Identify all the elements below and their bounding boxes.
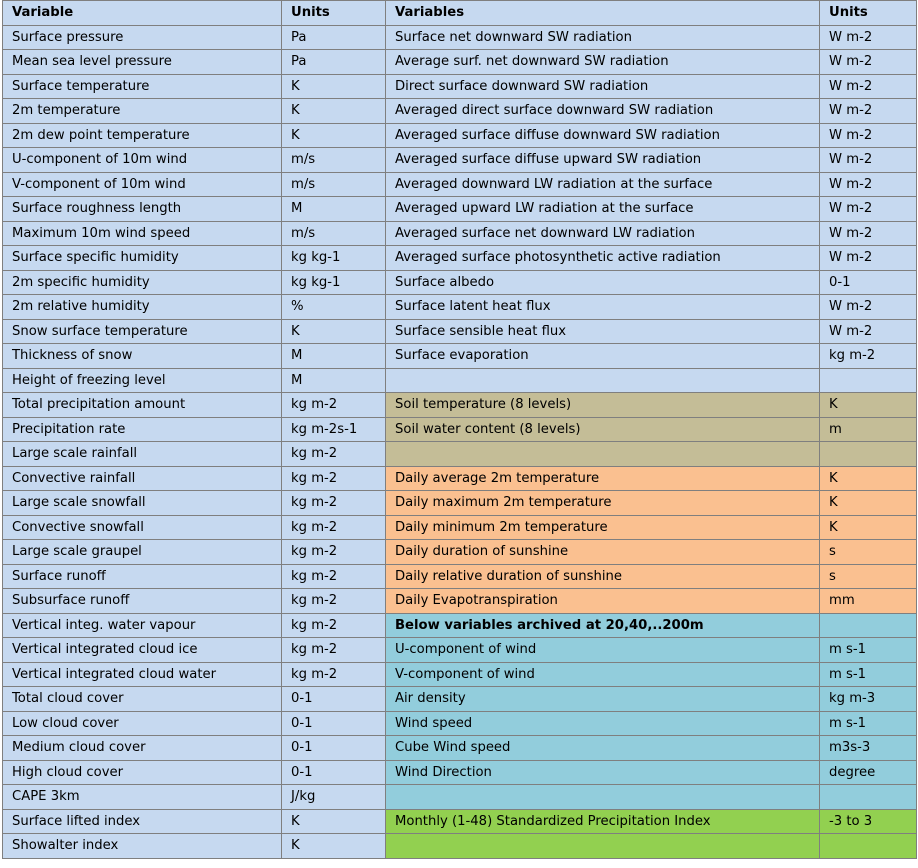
- variable-cell: Snow surface temperature: [3, 319, 282, 344]
- units-cell: K: [282, 319, 386, 344]
- units-cell: kg m-2: [282, 589, 386, 614]
- variable-cell: Surface roughness length: [3, 197, 282, 222]
- units-cell: Pa: [282, 25, 386, 50]
- units-right-cell: 0-1: [820, 270, 917, 295]
- table-row: [3, 687, 917, 712]
- units-right-cell: W m-2: [820, 99, 917, 124]
- header-units-right: Units: [820, 1, 917, 26]
- variable-cell: V-component of 10m wind: [3, 172, 282, 197]
- variables-cell: Averaged upward LW radiation at the surface: [386, 197, 820, 222]
- variable-cell: Surface runoff: [3, 564, 282, 589]
- variable-cell: Surface specific humidity: [3, 246, 282, 271]
- units-right-cell: W m-2: [820, 221, 917, 246]
- header-variables: Variables: [386, 1, 820, 26]
- variables-cell: [386, 834, 820, 859]
- units-cell: 0-1: [282, 760, 386, 785]
- units-right-cell: -3 to 3: [820, 809, 917, 834]
- units-right-cell: W m-2: [820, 148, 917, 173]
- units-right-cell: kg m-2: [820, 344, 917, 369]
- units-cell: kg m-2: [282, 466, 386, 491]
- variable-cell: Thickness of snow: [3, 344, 282, 369]
- variable-cell: Maximum 10m wind speed: [3, 221, 282, 246]
- variables-cell: Averaged downward LW radiation at the surface: [386, 172, 820, 197]
- units-right-cell: K: [820, 393, 917, 418]
- variable-cell: 2m dew point temperature: [3, 123, 282, 148]
- table-row: [3, 785, 917, 810]
- variables-cell: Averaged direct surface downward SW radiation: [386, 99, 820, 124]
- variables-cell: Surface net downward SW radiation: [386, 25, 820, 50]
- variable-cell: Surface temperature: [3, 74, 282, 99]
- table-row: [3, 564, 917, 589]
- variable-cell: Large scale rainfall: [3, 442, 282, 467]
- table-row: [3, 711, 917, 736]
- variable-cell: Surface pressure: [3, 25, 282, 50]
- units-right-cell: kg m-3: [820, 687, 917, 712]
- variables-cell: Daily relative duration of sunshine: [386, 564, 820, 589]
- units-cell: kg m-2: [282, 491, 386, 516]
- units-cell: Pa: [282, 50, 386, 75]
- units-cell: kg kg-1: [282, 270, 386, 295]
- units-right-cell: W m-2: [820, 172, 917, 197]
- units-cell: kg m-2: [282, 442, 386, 467]
- units-right-cell: K: [820, 466, 917, 491]
- variables-cell: Air density: [386, 687, 820, 712]
- variable-cell: Convective rainfall: [3, 466, 282, 491]
- table-row: [3, 417, 917, 442]
- table-row: [3, 344, 917, 369]
- units-right-cell: W m-2: [820, 197, 917, 222]
- table-row: [3, 368, 917, 393]
- variable-cell: Precipitation rate: [3, 417, 282, 442]
- table-row: [3, 491, 917, 516]
- variables-cell: Averaged surface diffuse upward SW radiation: [386, 148, 820, 173]
- units-right-cell: W m-2: [820, 319, 917, 344]
- variables-cell: U-component of wind: [386, 638, 820, 663]
- variables-cell: Averaged surface net downward LW radiation: [386, 221, 820, 246]
- table-row: [3, 74, 917, 99]
- units-cell: kg m-2: [282, 540, 386, 565]
- table-row: [3, 809, 917, 834]
- variable-cell: Medium cloud cover: [3, 736, 282, 761]
- units-right-cell: W m-2: [820, 74, 917, 99]
- units-cell: M: [282, 368, 386, 393]
- variable-cell: U-component of 10m wind: [3, 148, 282, 173]
- units-cell: m/s: [282, 172, 386, 197]
- header-row: [3, 1, 917, 26]
- units-cell: 0-1: [282, 687, 386, 712]
- units-cell: kg m-2s-1: [282, 417, 386, 442]
- variable-cell: CAPE 3km: [3, 785, 282, 810]
- variable-cell: Showalter index: [3, 834, 282, 859]
- variables-cell: Surface sensible heat flux: [386, 319, 820, 344]
- variables-cell: Below variables archived at 20,40,..200m: [386, 613, 820, 638]
- variable-cell: Vertical integrated cloud water: [3, 662, 282, 687]
- variables-table: [2, 0, 917, 859]
- variables-cell: Wind Direction: [386, 760, 820, 785]
- units-cell: K: [282, 809, 386, 834]
- variables-cell: Soil temperature (8 levels): [386, 393, 820, 418]
- variables-cell: Daily Evapotranspiration: [386, 589, 820, 614]
- variables-cell: Surface latent heat flux: [386, 295, 820, 320]
- units-cell: K: [282, 123, 386, 148]
- variables-cell: Averaged surface photosynthetic active radiation: [386, 246, 820, 271]
- units-right-cell: [820, 834, 917, 859]
- variables-cell: Monthly (1-48) Standardized Precipitation Index: [386, 809, 820, 834]
- units-right-cell: K: [820, 515, 917, 540]
- variables-cell: Average surf. net downward SW radiation: [386, 50, 820, 75]
- units-right-cell: [820, 442, 917, 467]
- units-cell: K: [282, 99, 386, 124]
- table-row: [3, 99, 917, 124]
- table-row: [3, 834, 917, 859]
- units-cell: 0-1: [282, 711, 386, 736]
- variable-cell: 2m relative humidity: [3, 295, 282, 320]
- units-cell: m/s: [282, 221, 386, 246]
- units-right-cell: [820, 368, 917, 393]
- units-right-cell: degree: [820, 760, 917, 785]
- variables-cell: Averaged surface diffuse downward SW radiation: [386, 123, 820, 148]
- variable-cell: Height of freezing level: [3, 368, 282, 393]
- table-row: [3, 148, 917, 173]
- variable-cell: Subsurface runoff: [3, 589, 282, 614]
- table-row: [3, 613, 917, 638]
- table-row: [3, 197, 917, 222]
- units-right-cell: [820, 785, 917, 810]
- units-cell: kg m-2: [282, 613, 386, 638]
- variables-cell: Daily average 2m temperature: [386, 466, 820, 491]
- variables-cell: [386, 368, 820, 393]
- units-right-cell: m s-1: [820, 662, 917, 687]
- units-cell: kg m-2: [282, 564, 386, 589]
- variable-cell: Convective snowfall: [3, 515, 282, 540]
- variables-cell: Direct surface downward SW radiation: [386, 74, 820, 99]
- variable-cell: Vertical integrated cloud ice: [3, 638, 282, 663]
- table-row: [3, 442, 917, 467]
- variable-cell: High cloud cover: [3, 760, 282, 785]
- variable-cell: Surface lifted index: [3, 809, 282, 834]
- units-cell: m/s: [282, 148, 386, 173]
- variables-cell: Daily maximum 2m temperature: [386, 491, 820, 516]
- variables-cell: Surface evaporation: [386, 344, 820, 369]
- table-row: [3, 760, 917, 785]
- table-row: [3, 638, 917, 663]
- variable-cell: 2m temperature: [3, 99, 282, 124]
- table-row: [3, 50, 917, 75]
- units-right-cell: m3s-3: [820, 736, 917, 761]
- units-right-cell: s: [820, 540, 917, 565]
- variable-cell: Vertical integ. water vapour: [3, 613, 282, 638]
- variable-cell: Mean sea level pressure: [3, 50, 282, 75]
- table-row: [3, 172, 917, 197]
- units-cell: kg m-2: [282, 393, 386, 418]
- units-cell: %: [282, 295, 386, 320]
- variable-cell: Large scale snowfall: [3, 491, 282, 516]
- header-units: Units: [282, 1, 386, 26]
- variables-cell: Daily duration of sunshine: [386, 540, 820, 565]
- variables-cell: Wind speed: [386, 711, 820, 736]
- units-right-cell: W m-2: [820, 50, 917, 75]
- units-right-cell: K: [820, 491, 917, 516]
- units-cell: M: [282, 344, 386, 369]
- table-row: [3, 589, 917, 614]
- table-row: [3, 123, 917, 148]
- units-cell: kg m-2: [282, 638, 386, 663]
- variable-cell: 2m specific humidity: [3, 270, 282, 295]
- variable-cell: Total cloud cover: [3, 687, 282, 712]
- table-row: [3, 466, 917, 491]
- table-row: [3, 736, 917, 761]
- table-row: [3, 270, 917, 295]
- units-right-cell: W m-2: [820, 246, 917, 271]
- units-right-cell: W m-2: [820, 295, 917, 320]
- units-right-cell: s: [820, 564, 917, 589]
- variable-cell: Low cloud cover: [3, 711, 282, 736]
- table-row: [3, 319, 917, 344]
- table-row: [3, 540, 917, 565]
- variables-cell: V-component of wind: [386, 662, 820, 687]
- variables-cell: Soil water content (8 levels): [386, 417, 820, 442]
- table-row: [3, 246, 917, 271]
- table-row: [3, 393, 917, 418]
- units-right-cell: [820, 613, 917, 638]
- units-right-cell: W m-2: [820, 25, 917, 50]
- variables-cell: [386, 785, 820, 810]
- units-cell: K: [282, 74, 386, 99]
- table-body: [3, 25, 917, 858]
- variables-cell: Surface albedo: [386, 270, 820, 295]
- variable-cell: Total precipitation amount: [3, 393, 282, 418]
- units-cell: kg m-2: [282, 515, 386, 540]
- units-cell: J/kg: [282, 785, 386, 810]
- units-right-cell: W m-2: [820, 123, 917, 148]
- variables-cell: Cube Wind speed: [386, 736, 820, 761]
- variables-cell: Daily minimum 2m temperature: [386, 515, 820, 540]
- units-cell: K: [282, 834, 386, 859]
- units-cell: M: [282, 197, 386, 222]
- units-right-cell: m: [820, 417, 917, 442]
- units-cell: 0-1: [282, 736, 386, 761]
- units-cell: kg kg-1: [282, 246, 386, 271]
- units-cell: kg m-2: [282, 662, 386, 687]
- table-row: [3, 662, 917, 687]
- variables-cell: [386, 442, 820, 467]
- units-right-cell: mm: [820, 589, 917, 614]
- units-right-cell: m s-1: [820, 711, 917, 736]
- header-variable: Variable: [3, 1, 282, 26]
- table-row: [3, 515, 917, 540]
- table-row: [3, 221, 917, 246]
- units-right-cell: m s-1: [820, 638, 917, 663]
- variable-cell: Large scale graupel: [3, 540, 282, 565]
- table-row: [3, 25, 917, 50]
- table-row: [3, 295, 917, 320]
